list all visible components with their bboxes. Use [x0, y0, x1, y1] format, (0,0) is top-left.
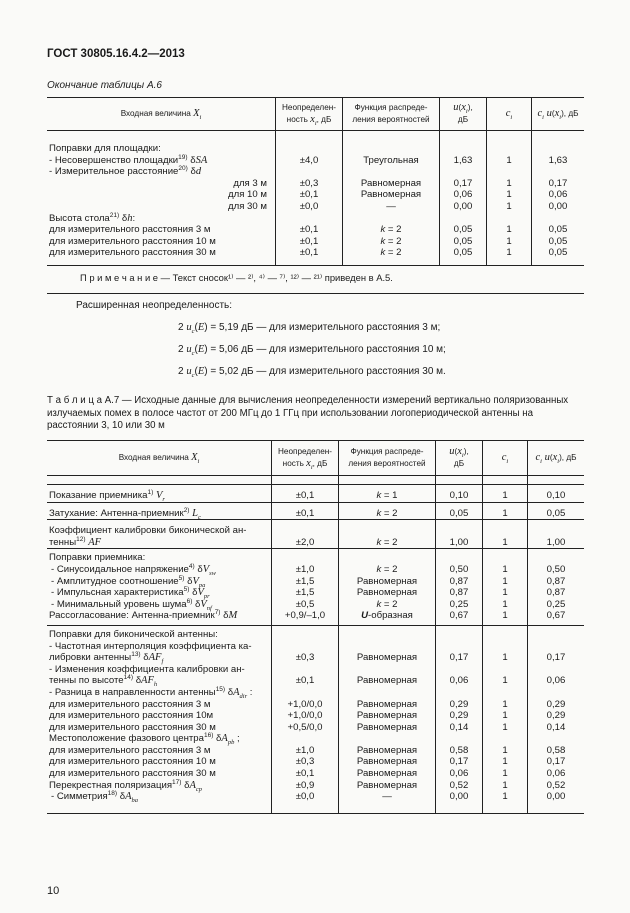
expanded-line-10m: 2 $u_c(E) = 5,06$ дБ — для измерительного расстояния 10 м;: [178, 344, 446, 358]
table-row: для 30 м ±0,0 — 0,00 1 0,00: [47, 201, 584, 213]
table-row: для измерительного расстояния 30 м ±0,1 Равномерная 0,06 1 0,06: [47, 768, 584, 780]
expanded-title: Расширенная неопределенность:: [76, 300, 233, 311]
table-row: - Импульсная характеристика$^{5)}$ $\delta V_{pr}$ ±1,5 Равномерная 0,87 1 0,87: [47, 587, 584, 599]
table-a7-body: Показание приемника$^{1)}$ $V_r$ ±0,1 k = 1 0,10 1 0,10 Затухание: Антенна-приемник$^{2)}$ $L_c$ ±0,1 k = 2 0,05 1 0,05 Коэффициент калибровки биконической ан- тенны$^{12)}$ AF ±2,0 k = 2 1,00 1 1,00 Поправки приемника: - Синусоидальное напряжение$^{4)}$ $\delta V_{sw}$ ±1,0 k = 2 0,50 1 0,50 - Амплитудное соотношение$^{5)}$ $\delta V_{pa}$ ±1,5 Равномерная 0,87 1 0,87 - Импульсная характеристика$^{5)}$ $\delta V_{pr}$ ±1,5 Равномерная 0,87 1 0,87 - Минимальный уровень шума$^{6)}$ $\delta V_{nf}$ ±0,5 k = 2 0,25 1 0,25 Рассогласование: Антенна-приемник$^{7)}$ δM +0,9/–1,0 U-образная 0,67 1 0,67 Поправки для биконической антенны: - Частотная интерполяция коэффициента ка- либровки антенны$^{13)}$ δAF$_f$ ±0,3 Равномерная 0,17 1 0,17 - Изменения коэффициента калибровки ан- тенны по высоте$^{14)}$ δAF$_h$ ±0,1 Равномерная 0,06 1 0,06 - Разница в направленности антенны$^{15)}$ $\delta A_{dir}$ : для измерительного расстояния 3 м +1,0/0,0 Равномерная 0,29 1 0,29 для измерительного расстояния 10м +1,0/0,0 Равномерная 0,29 1 0,29 для измерительного расстояния 30 м +0,5/0,0 Равномерная 0,14 1 0,14 Местоположение фазового центра$^{16)}$ $\delta A_{pb}$ ; для измерительного расстояния 3 м ±1,0 Равномерная 0,58 1 0,58 для измерительного расстояния 10 м ±0,3 Равномерная 0,17 1 0,17 для измерительного расстояния 30 м ±0,1 Равномерная 0,06 1 0,06 Перекрестная поляризация$^{17)}$ $\delta A_{cp}$ ±0,9 Равномерная 0,52 1 0,52 - Симметрия$^{18)}$ $\delta A_{ba}$ ±0,0 — 0,00 1 0,00: [47, 476, 584, 814]
col-uncert: Неопределен- ность $x_i$, дБ: [276, 98, 343, 131]
table-row: Затухание: Антенна-приемник$^{2)}$ $L_c$ ±0,1 k = 2 0,05 1 0,05: [47, 502, 584, 520]
table-row: для 3 м ±0,3 Равномерная 0,17 1 0,17: [47, 178, 584, 190]
col-input: Входная величина $X_i$: [47, 441, 272, 476]
col-ux: $u(x_i)$, дБ: [440, 98, 487, 131]
document-header: ГОСТ 30805.16.4.2—2013: [47, 48, 185, 60]
col-ci: $c_i$: [487, 98, 532, 131]
table-row: - Минимальный уровень шума$^{6)}$ $\delta V_{nf}$ ±0,5 k = 2 0,25 1 0,25: [47, 599, 584, 611]
table-row: - Частотная интерполяция коэффициента ка- либровки антенны$^{13)}$ δAF$_f$ ±0,3 Равномерная 0,17 1 0,17: [47, 641, 584, 664]
page-number: 10: [47, 885, 60, 897]
table-row: для измерительного расстояния 3 м ±0,1 k = 2 0,05 1 0,05: [47, 224, 584, 236]
col-input: Входная величина $X_i$: [47, 98, 276, 131]
col-dist: Функция распреде- ления вероятностей: [343, 98, 440, 131]
table-row: для измерительного расстояния 10 м ±0,3 Равномерная 0,17 1 0,17: [47, 756, 584, 768]
table-row: - Несовершенство площадки$^{19)}$ δSA ±4,0 Треугольная 1,63 1 1,63: [47, 155, 584, 167]
expanded-line-3m: 2 $u_c(E) = 5,19$ дБ — для измерительного расстояния 3 м;: [178, 322, 441, 336]
table-row: - Изменения коэффициента калибровки ан- тенны по высоте$^{14)}$ δAF$_h$ ±0,1 Равномерная 0,06 1 0,06: [47, 664, 584, 687]
table-row: - Симметрия$^{18)}$ $\delta A_{ba}$ ±0,0 — 0,00 1 0,00: [47, 791, 584, 813]
table-row: для измерительного расстояния 3 м ±1,0 Равномерная 0,58 1 0,58: [47, 745, 584, 757]
table-a6: [47, 97, 584, 294]
table-row: для измерительного расстояния 30 м ±0,1 k = 2 0,05 1 0,05: [47, 247, 584, 265]
table-a7: [47, 440, 584, 814]
table-row: для измерительного расстояния 30 м +0,5/0,0 Равномерная 0,14 1 0,14: [47, 722, 584, 734]
table-row: для измерительного расстояния 10 м ±0,1 k = 2 0,05 1 0,05: [47, 236, 584, 248]
table-caption: Окончание таблицы А.6: [47, 80, 162, 91]
col-ci: $c_i$: [483, 441, 528, 476]
table-row: - Синусоидальное напряжение$^{4)}$ $\delta V_{sw}$ ±1,0 k = 2 0,50 1 0,50: [47, 564, 584, 576]
table-row: Перекрестная поляризация$^{17)}$ $\delta A_{cp}$ ±0,9 Равномерная 0,52 1 0,52: [47, 780, 584, 792]
table-row: - Амплитудное соотношение$^{5)}$ $\delta V_{pa}$ ±1,5 Равномерная 0,87 1 0,87: [47, 576, 584, 588]
col-cu: $c_i$ $u(x_i)$, дБ: [532, 98, 585, 131]
table-row: Рассогласование: Антенна-приемник$^{7)}$ δM +0,9/–1,0 U-образная 0,67 1 0,67: [47, 610, 584, 625]
col-cu: $c_i$ $u(x_i)$, дБ: [528, 441, 585, 476]
table-row: Показание приемника$^{1)}$ $V_r$ ±0,1 k = 1 0,10 1 0,10: [47, 485, 584, 503]
table-note: П р и м е ч а н и е — Текст сносок¹⁾ — ²⁾, ⁴⁾ — ⁷⁾, ¹²⁾ — ²¹⁾ приведен в А.5.: [47, 265, 584, 293]
table-row: для 10 м ±0,1 Равномерная 0,06 1 0,06: [47, 189, 584, 201]
table-a6-body: Поправки для площадки: - Несовершенство площадки$^{19)}$ δSA ±4,0 Треугольная 1,63 1 1,63 - Измерительное расстояние$^{20)}$ δd для 3 м ±0,3 Равномерная 0,17 1 0,17 для 10 м ±0,1 Равномерная 0,06 1 0,06 для 30 м ±0,0 — 0,00 1 0,00 Высота стола$^{21)}$ δh: для измерительного расстояния 3 м ±0,1 k = 2 0,05 1 0,05 для измерительного расстояния 10 м ±0,1 k = 2 0,05 1 0,05 для измерительного расстояния 30 м ±0,1 k = 2 0,05 1 0,05 П р и м е ч а н и е — Текст сносок¹⁾ — ²⁾, ⁴⁾ — ⁷⁾, ¹²⁾ — ²¹⁾ приведен в А.5.: [47, 131, 584, 294]
expanded-line-30m: 2 $u_c(E) = 5,02$ дБ — для измерительного расстояния 30 м.: [178, 366, 446, 380]
table-a7-title: Т а б л и ц а А.7 — Исходные данные для вычисления неопределенности измерений вертикально поляризованных излучаемых помех в полосе частот от 200 МГц до 1 ГГц при использовании логопериодической антенны на расстоянии 3, 10 или 30 м: [47, 395, 569, 431]
col-uncert: Неопределен- ность $x_i$, дБ: [272, 441, 339, 476]
col-ux: $u(x_i)$, дБ: [436, 441, 483, 476]
table-row: Коэффициент калибровки биконической ан- тенны$^{12)}$ AF ±2,0 k = 2 1,00 1 1,00: [47, 520, 584, 549]
table-row: для измерительного расстояния 10м +1,0/0,0 Равномерная 0,29 1 0,29: [47, 710, 584, 722]
col-dist: Функция распреде- ления вероятностей: [339, 441, 436, 476]
table-row: для измерительного расстояния 3 м +1,0/0,0 Равномерная 0,29 1 0,29: [47, 699, 584, 711]
